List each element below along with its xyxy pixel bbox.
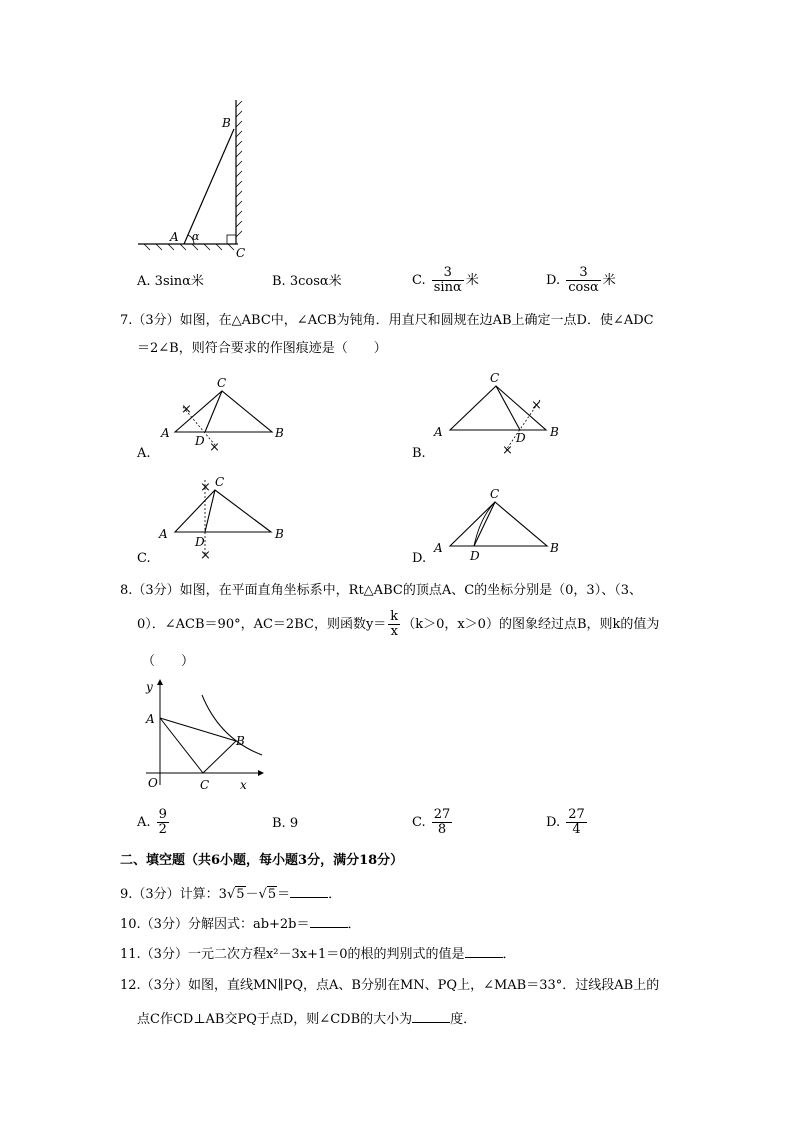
q6-label-a: A: [170, 230, 179, 244]
svg-text:B: B: [550, 541, 559, 555]
q8-option-b: B. 9: [272, 816, 299, 831]
q8-option-d: D. $\frac{27}{4}$: [546, 807, 585, 837]
svg-text:D: D: [195, 535, 205, 549]
svg-text:C: C: [217, 376, 227, 390]
q7-figure-c: [155, 472, 295, 562]
q6-option-b: B. 3cosα米: [272, 274, 342, 289]
q7-stem-line2: ＝2∠B，则符合要求的作图痕迹是（ ）: [137, 341, 387, 356]
svg-text:B: B: [275, 527, 284, 541]
q6-label-alpha: α: [192, 230, 200, 243]
svg-text:×: ×: [181, 402, 192, 417]
svg-text:C: C: [200, 778, 210, 792]
q6-option-c: C. $\frac{3}{\sin\alpha}$ 米: [412, 265, 479, 295]
q6-option-a: A. 3sinα米: [137, 274, 204, 289]
q6-option-d: D. $\frac{3}{\cos\alpha}$ 米: [546, 265, 616, 295]
q7-option-d: D.: [412, 551, 427, 566]
svg-text:A: A: [161, 426, 170, 440]
q8-option-a: A. $\frac{9}{2}$: [137, 807, 167, 837]
svg-text:A: A: [159, 527, 168, 541]
q10-answer-blank[interactable]: [310, 915, 348, 928]
svg-text:C: C: [490, 371, 500, 385]
svg-text:y: y: [146, 680, 153, 694]
q11-answer-blank[interactable]: [465, 945, 503, 958]
q7-figure-b: [430, 370, 570, 455]
svg-text:B: B: [550, 425, 559, 439]
q6-figure: [130, 95, 260, 260]
svg-text:D: D: [470, 549, 480, 562]
q7-figure-a: [155, 375, 295, 455]
svg-text:A: A: [146, 712, 155, 726]
svg-text:B: B: [275, 426, 284, 440]
q7-option-b: B.: [412, 446, 426, 461]
q6-d-fraction: $\frac{3}{\cos\alpha}$: [568, 265, 599, 295]
q8-k-over-x: $\frac{k}{x}$: [390, 609, 399, 639]
svg-text:x: x: [240, 778, 247, 792]
q6-c-fraction: $\frac{3}{\sin\alpha}$: [433, 265, 462, 295]
svg-text:C: C: [490, 487, 500, 501]
q8-stem-line2: 0）．∠ACB＝90°，AC＝2BC，则函数y＝ $\frac{k}{x}$ （k＞0，x＞0）的图象经过点B，则k的值为: [137, 609, 660, 639]
q11: 11.（3分）一元二次方程x²－3x+1＝0的根的判别式的值是 ．: [120, 947, 516, 962]
section-2-heading: 二、填空题（共6小题，每小题3分，满分18分）: [120, 853, 404, 868]
q8-option-c: C. $\frac{27}{8}$: [412, 807, 451, 837]
q10: 10.（3分）分解因式：ab+2b＝ ．: [120, 917, 361, 932]
svg-text:B: B: [236, 734, 245, 748]
svg-text:×: ×: [531, 398, 542, 413]
svg-text:O: O: [148, 776, 158, 790]
svg-text:A: A: [434, 425, 443, 439]
svg-text:D: D: [516, 431, 526, 445]
q9: 9.（3分）计算：3√5－√5＝ ．: [120, 887, 342, 902]
q7-stem-line1: 7.（3分）如图，在△ABC中，∠ACB为钝角．用直尺和圆规在边AB上确定一点D．使∠ADC: [120, 313, 654, 328]
svg-text:×: ×: [502, 443, 513, 455]
q12-line2: 点C作CD⊥AB交PQ于点D，则∠CDB的大小为 度．: [137, 1012, 477, 1027]
q12-line1: 12.（3分）如图，直线MN∥PQ，点A、B分别在MN、PQ上，∠MAB＝33°．过线段AB上的: [120, 978, 660, 993]
q12-answer-blank[interactable]: [412, 1010, 450, 1023]
svg-text:×: ×: [200, 480, 211, 495]
svg-text:D: D: [195, 434, 205, 448]
svg-text:×: ×: [209, 440, 220, 455]
q6-label-b: B: [222, 116, 231, 130]
q7-figure-d: [430, 482, 570, 562]
q6-label-c: C: [236, 246, 246, 260]
q8-stem-line3: （ ）: [142, 654, 195, 669]
q8-stem-line1: 8.（3分）如图，在平面直角坐标系中，Rt△ABC的顶点A、C的坐标分别是（0，3）、（3、: [120, 583, 642, 598]
svg-text:C: C: [215, 475, 225, 489]
q7-option-a: A.: [137, 446, 151, 461]
svg-text:A: A: [434, 541, 443, 555]
q8-figure: [140, 675, 270, 795]
svg-text:×: ×: [200, 548, 211, 562]
q7-option-c: C.: [137, 551, 151, 566]
q9-answer-blank[interactable]: [290, 885, 328, 898]
